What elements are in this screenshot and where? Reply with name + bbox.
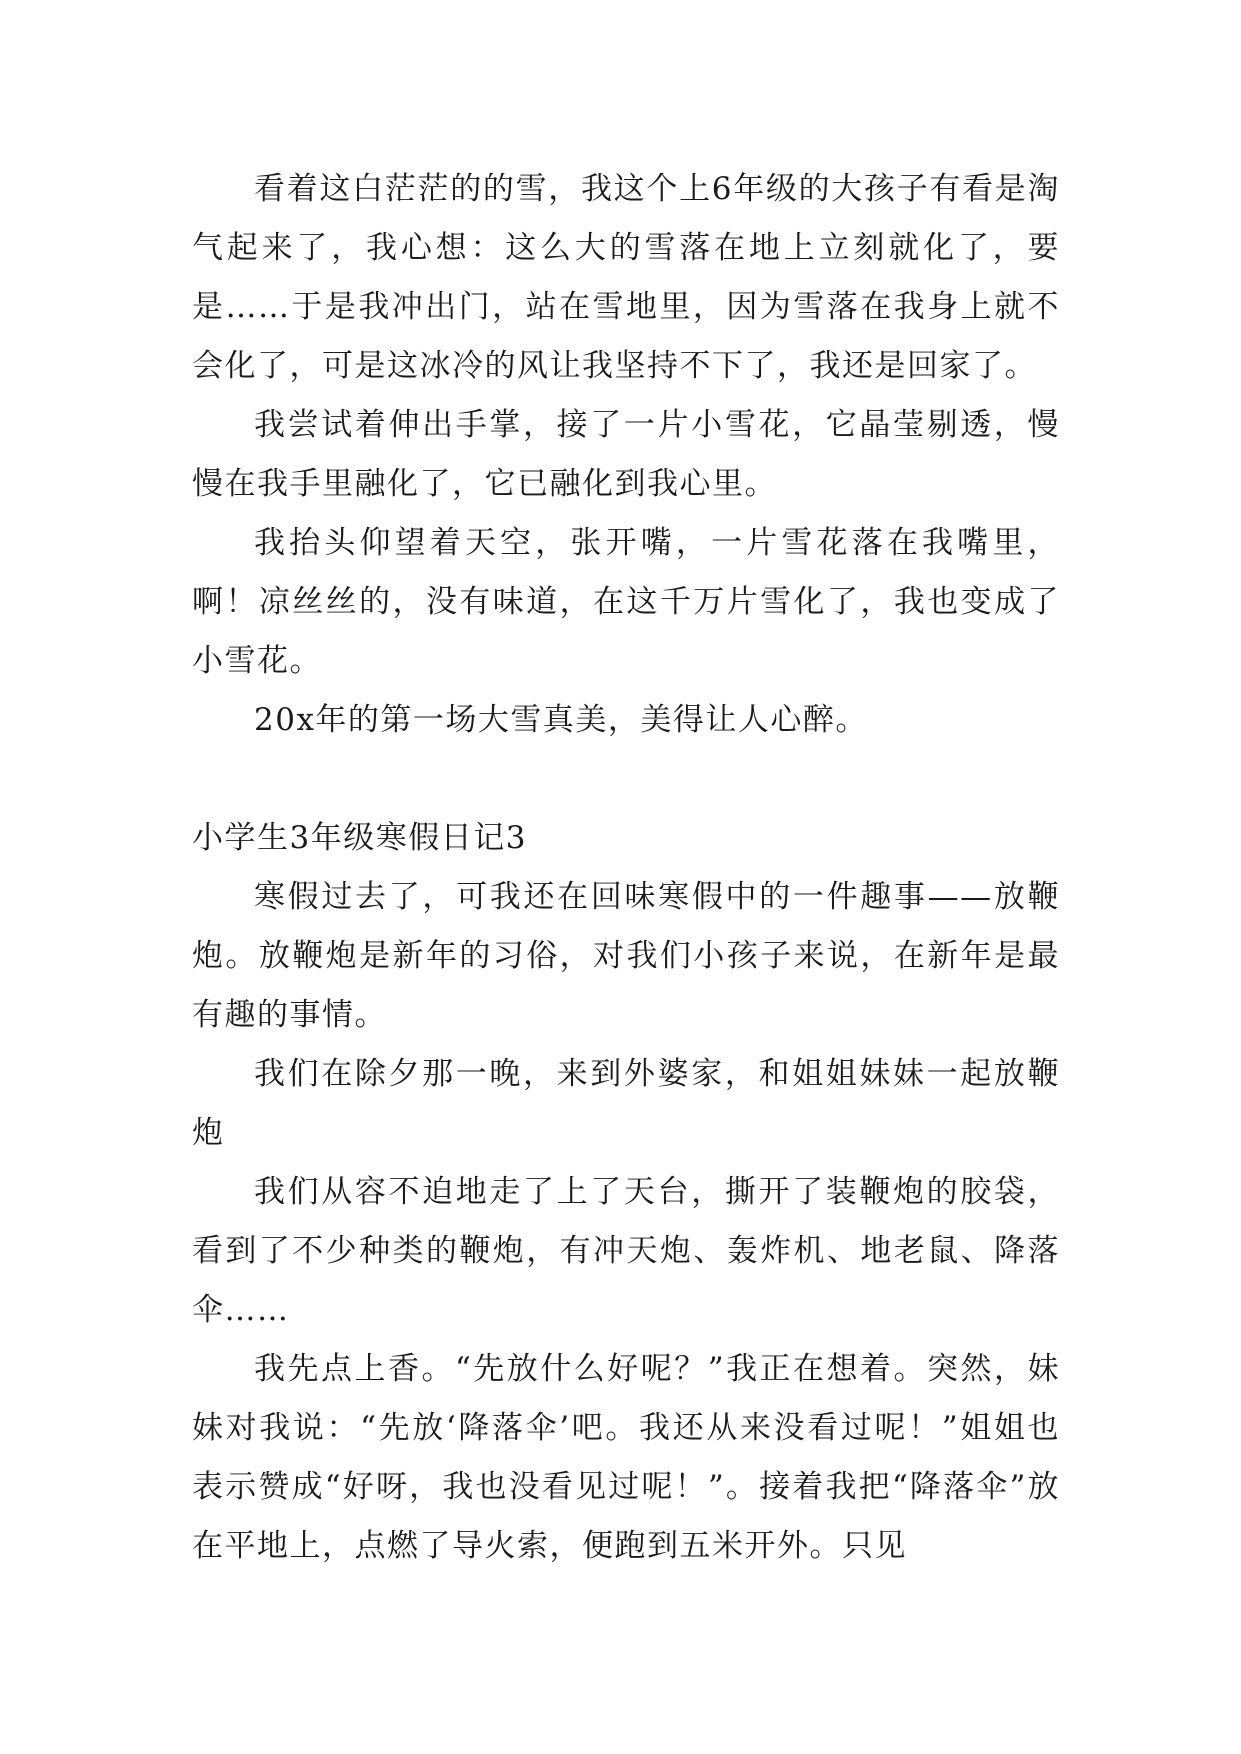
- paragraph: 20x年的第一场大雪真美，美得让人心醉。: [254, 702, 868, 738]
- paragraph: 我们在除夕那一晚，来到外婆家，和姐姐妹妹一起放鞭炮: [192, 1056, 1060, 1151]
- paragraph: 我们从容不迫地走了上了天台，撕开了装鞭炮的胶袋，看到了不少种类的鞭炮，有冲天炮、轰炸机、地老鼠、降落伞……: [192, 1174, 1060, 1328]
- section-title: 小学生3年级寒假日记3: [192, 820, 527, 856]
- paragraph: 看着这白茫茫的的雪，我这个上6年级的大孩子有看是淘气起来了，我心想：这么大的雪落在地上立刻就化了，要是……于是我冲出门，站在雪地里，因为雪落在我身上就不会化了，可是这冰冷的风让我坚持不下了，我还是回家了。: [192, 171, 1060, 384]
- document-body: [192, 160, 1060, 1576]
- paragraph: 我抬头仰望着天空，张开嘴，一片雪花落在我嘴里，啊！凉丝丝的，没有味道，在这千万片雪化了，我也变成了小雪花。: [192, 525, 1060, 679]
- section-gap: [192, 750, 1060, 809]
- paragraph: 我尝试着伸出手掌，接了一片小雪花，它晶莹剔透，慢慢在我手里融化了，它已融化到我心里。: [192, 407, 1060, 502]
- paragraph: 寒假过去了，可我还在回味寒假中的一件趣事——放鞭炮。放鞭炮是新年的习俗，对我们小孩子来说，在新年是最有趣的事情。: [192, 879, 1060, 1033]
- paragraph: 我先点上香。“先放什么好呢？”我正在想着。突然，妹妹对我说：“先放‘降落伞’吧。我还从来没看过呢！”姐姐也表示赞成“好呀，我也没看见过呢！”。接着我把“降落伞”放在平地上，点燃了导火索，便跑到五米开外。只见: [192, 1351, 1060, 1564]
